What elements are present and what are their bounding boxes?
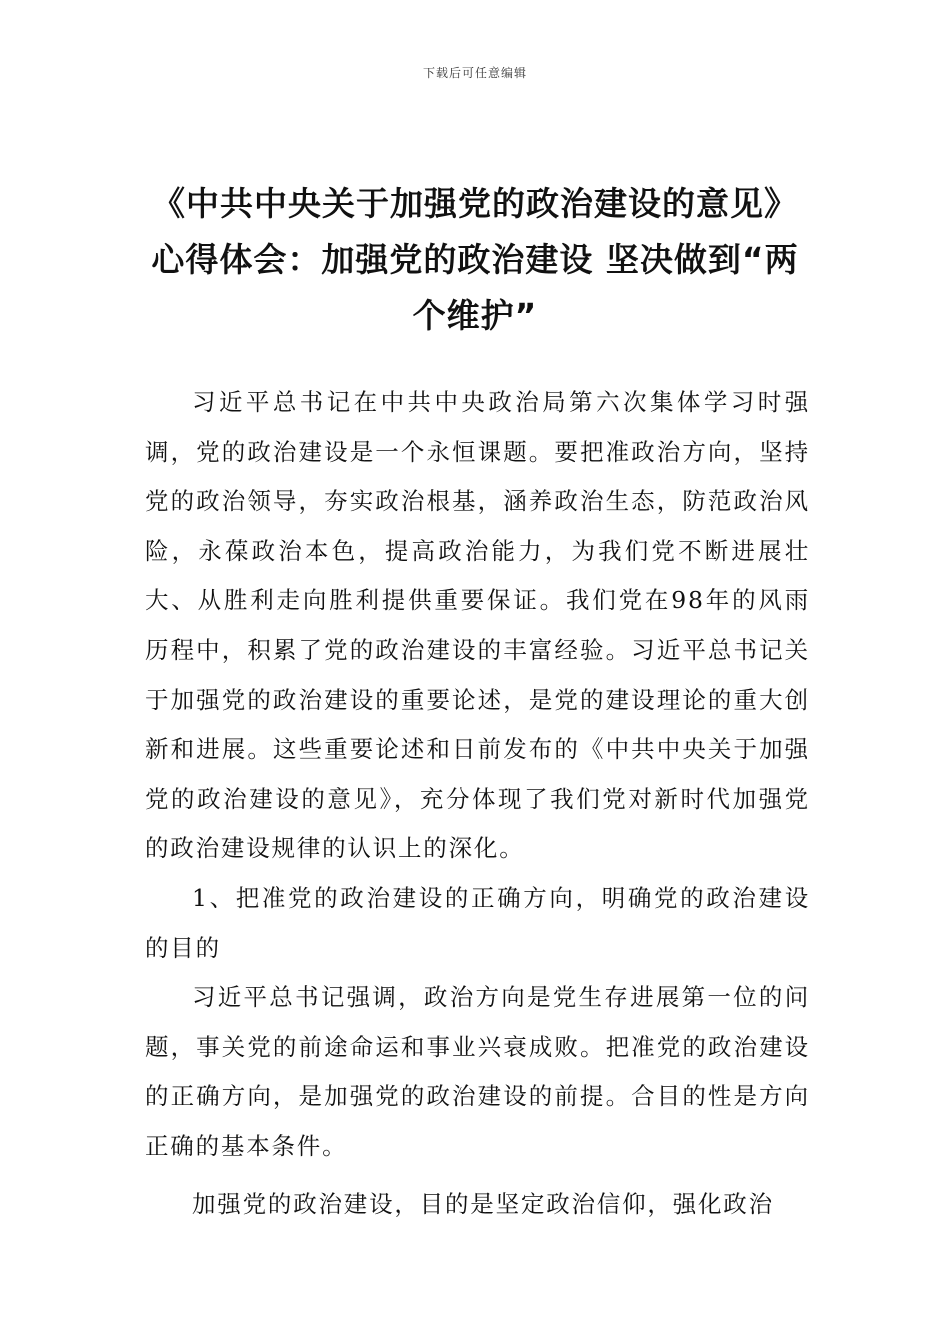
paragraph-direction: 习近平总书记强调，政治方向是党生存进展第一位的问题，事关党的前途命运和事业兴衰成败。把准党的政治建设的正确方向，是加强党的政治建设的前提。合目的性是方向正确的基本条件。	[145, 983, 810, 1160]
paragraph-intro: 习近平总书记在中共中央政治局第六次集体学习时强调，党的政治建设是一个永恒课题。要把准政治方向，坚持党的政治领导，夯实政治根基，涵养政治生态，防范政治风险，永葆政治本色，提高政治能力，为我们党不断进展壮大、从胜利走向胜利提供重要保证。我们党在98年的风雨历程中，积累了党的政治建设的丰富经验。习近平总书记关于加强党的政治建设的重要论述，是党的建设理论的重大创新和进展。这些重要论述和日前发布的《中共中央关于加强党的政治建设的意见》，充分体现了我们党对新时代加强党的政治建设规律的认识上的深化。	[145, 388, 810, 863]
header-note: 下载后可任意编辑	[422, 66, 527, 80]
document-body	[145, 378, 810, 1229]
section-heading-1: 1、把准党的政治建设的正确方向，明确党的政治建设的目的	[145, 883, 810, 962]
paragraph-purpose: 加强党的政治建设，目的是坚定政治信仰，强化政治	[192, 1189, 774, 1218]
document-title: 《中共中央关于加强党的政治建设的意见》心得体会：加强党的政治建设 坚决做到“两个维护”	[151, 184, 799, 335]
